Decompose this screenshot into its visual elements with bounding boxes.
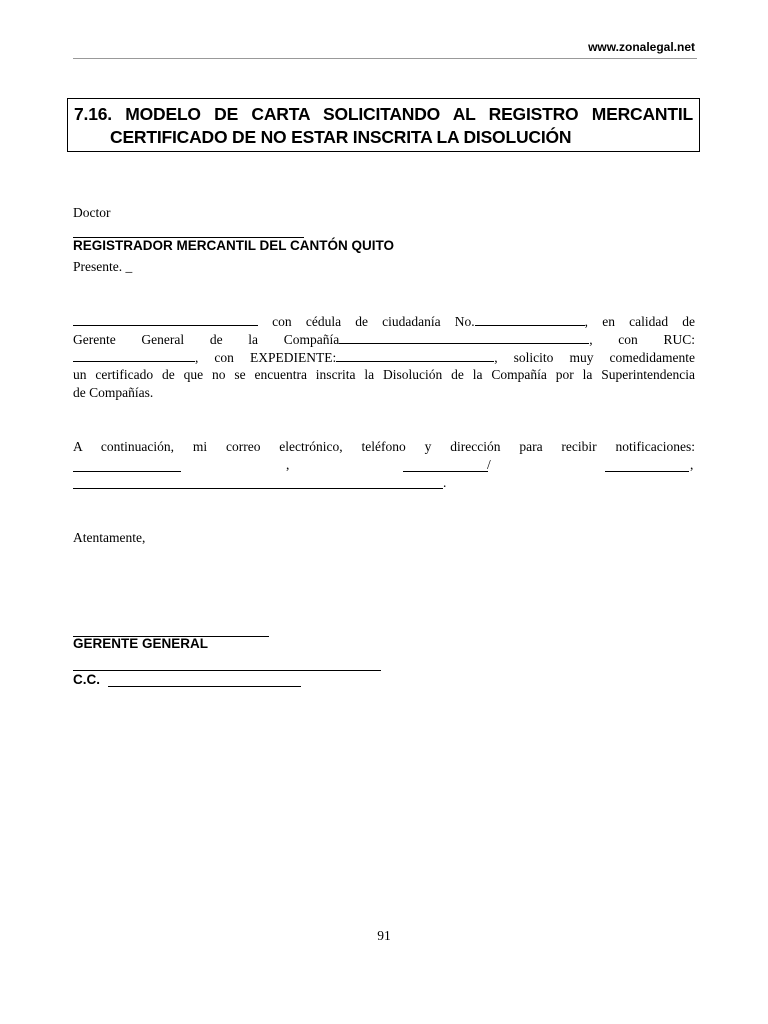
presente: Presente. _: [73, 259, 133, 274]
company-name-line: [73, 670, 381, 671]
p1-row-1: [73, 313, 695, 330]
company-blank: [339, 331, 589, 344]
title-line-1: 7.16. MODELO DE CARTA SOLICITANDO AL REGISTRO MERCANTIL: [74, 104, 693, 124]
signer-title: GERENTE GENERAL: [73, 636, 209, 651]
p2-comma-2: ,: [690, 457, 694, 472]
p1-text-expediente: , con EXPEDIENTE:: [195, 350, 337, 365]
title-line-2: CERTIFICADO DE NO ESTAR INSCRITA LA DISOLUCIÓN: [110, 127, 572, 147]
address-blank: [73, 488, 443, 489]
p1-row-2: [73, 331, 695, 348]
p1-text-cedula: con cédula de ciudadanía No.: [272, 314, 475, 329]
p1-text-solicito: , solicito muy comedidamente: [494, 350, 695, 365]
email-blank: [73, 471, 181, 472]
salutation: Doctor: [73, 205, 111, 220]
cc-label: C.C.: [73, 672, 100, 687]
cedula-blank: [475, 313, 585, 326]
name-field-blank: [73, 313, 258, 326]
p2-slash: /: [487, 457, 491, 472]
addressee-position: REGISTRADOR MERCANTIL DEL CANTÓN QUITO: [73, 238, 395, 253]
header-divider: [73, 58, 697, 59]
phone-blank: [403, 471, 488, 472]
cc-blank: [108, 686, 301, 687]
p2-row-1: A continuación, mi correo electrónico, teléfono y dirección para recibir notificaciones:: [73, 439, 695, 454]
p2-comma-1: ,: [286, 457, 290, 472]
page-number: 91: [377, 928, 391, 943]
p1-text-gerente: Gerente General de la Compañía: [73, 332, 340, 347]
p2-period: .: [443, 475, 447, 490]
closing-text: Atentamente,: [73, 530, 146, 545]
p1-comma: ,: [584, 314, 589, 329]
phone-2-blank: [605, 471, 689, 472]
ruc-blank: [73, 349, 195, 362]
p1-text-ruc: , con RUC:: [589, 332, 695, 347]
expediente-blank: [336, 349, 494, 362]
website-url: www.zonalegal.net: [588, 40, 695, 54]
p1-text-calidad: en calidad de: [602, 314, 696, 329]
p1-row-3: [73, 349, 695, 366]
p1-row-5: de Compañías.: [73, 385, 154, 400]
p1-row-4: un certificado de que no se encuentra inscrita la Disolución de la Compañía por la Superintendencia: [73, 367, 695, 382]
title-box: [67, 98, 700, 152]
